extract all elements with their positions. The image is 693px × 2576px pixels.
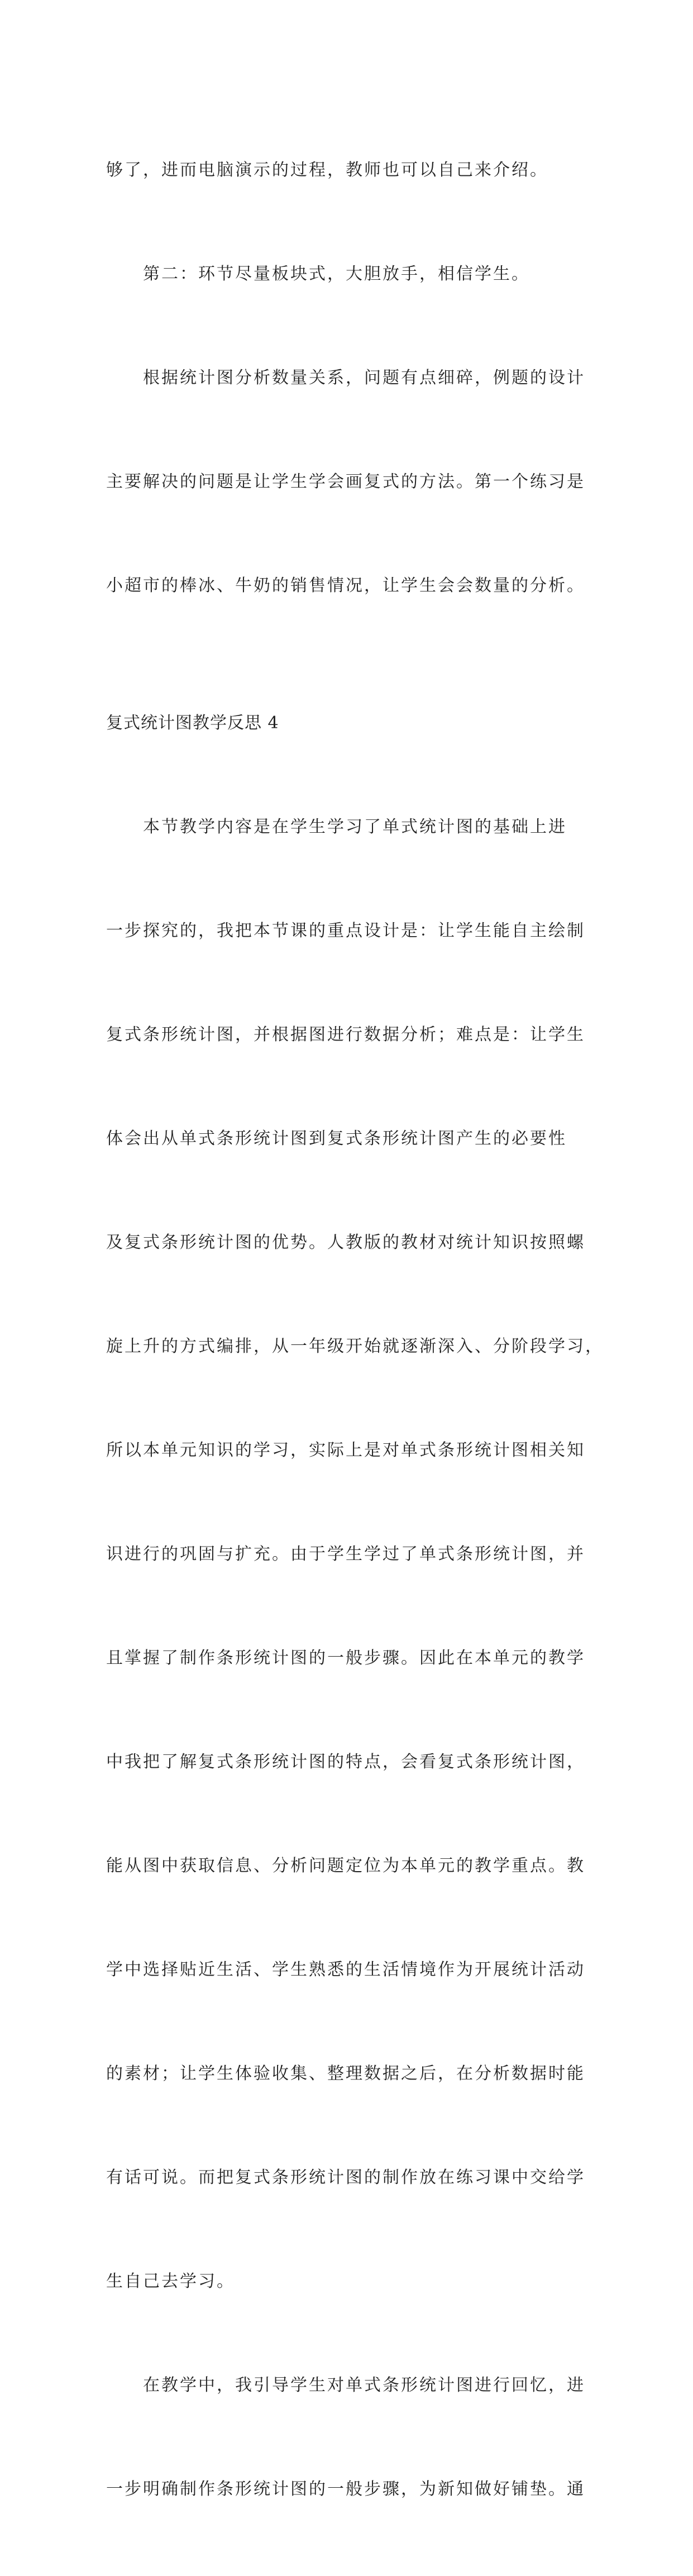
text-line: 本节教学内容是在学生学习了单式统计图的基础上进 [106,817,567,837]
text-line: 一步明确制作条形统计图的一般步骤，为新知做好铺垫。通 [106,2479,585,2499]
text-line: 所以本单元知识的学习，实际上是对单式条形统计图相关知 [106,1440,585,1460]
text-line: 体会出从单式条形统计图到复式条形统计图产生的必要性 [106,1129,567,1148]
text-line: 的素材；让学生体验收集、整理数据之后，在分析数据时能 [106,2064,585,2083]
text-line: 及复式条形统计图的优势。人教版的教材对统计知识按照螺 [106,1233,585,1252]
text-line: 够了，进而电脑演示的过程，教师也可以自己来介绍。 [106,160,548,180]
text-line: 旋上升的方式编排，从一年级开始就逐渐深入、分阶段学习， [106,1337,604,1356]
text-line: 主要解决的问题是让学生学会画复式的方法。第一个练习是 [106,472,585,492]
text-line: 复式条形统计图，并根据图进行数据分析；难点是：让学生 [106,1025,585,1044]
text-line: 根据统计图分析数量关系，问题有点细碎，例题的设计 [106,368,585,388]
text-line: 有话可说。而把复式条形统计图的制作放在练习课中交给学 [106,2168,585,2187]
section-title: 复式统计图教学反思 4 [106,713,279,733]
text-line: 第二：环节尽量板块式，大胆放手，相信学生。 [106,264,530,284]
text-line: 能从图中获取信息、分析问题定位为本单元的教学重点。教 [106,1856,585,1876]
text-line: 在教学中，我引导学生对单式条形统计图进行回忆，进 [106,2375,585,2395]
text-line: 且掌握了制作条形统计图的一般步骤。因此在本单元的教学 [106,1648,585,1668]
text-line: 生自己去学习。 [106,2272,235,2291]
text-line: 识进行的巩固与扩充。由于学生学过了单式条形统计图，并 [106,1544,585,1564]
text-line: 一步探究的，我把本节课的重点设计是：让学生能自主绘制 [106,921,585,941]
document-body [106,84,604,2576]
text-line: 小超市的棒冰、牛奶的销售情况，让学生会会数量的分析。 [106,576,585,595]
text-line: 学中选择贴近生活、学生熟悉的生活情境作为开展统计活动 [106,1960,585,1979]
paragraph-block-1 [106,84,592,672]
text-line: 中我把了解复式条形统计图的特点，会看复式条形统计图， [106,1752,585,1772]
paragraph-block-2 [106,741,604,2576]
